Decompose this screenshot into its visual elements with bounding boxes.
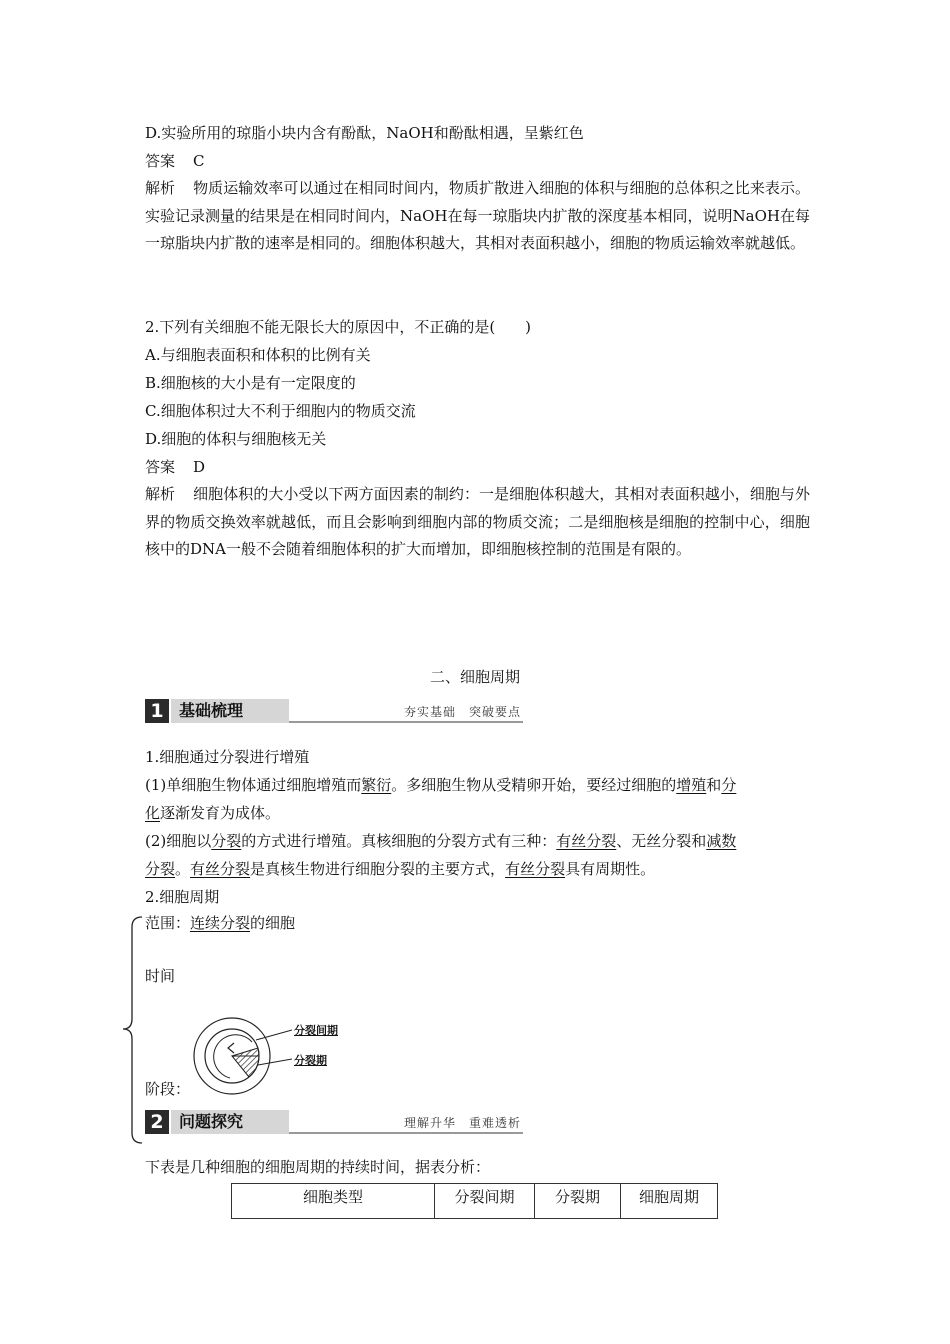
analysis-text: 细胞体积的大小受以下两方面因素的制约：一是细胞体积越大，其相对表面积越小，细胞与外界的物质交换效率就越低，而且会影响到细胞内部的物质交流；二是细胞核是细胞的控制中心，细胞核中的DNA一般不会随着细胞体积的扩大而增加，即细胞核控制的范围是有限的。 (145, 485, 810, 558)
p1-title: 1.细胞通过分裂进行增殖 (145, 748, 310, 766)
text: 逐渐发育为成体。 (160, 804, 281, 822)
p1-a-line1 (145, 775, 736, 795)
table-header-row (232, 1184, 718, 1219)
blank-answer: 有丝分裂 (556, 832, 617, 850)
text: 的方式进行增殖。真核细胞的分裂方式有三种： (241, 832, 557, 850)
blank-answer: 分 (721, 776, 737, 794)
scope-row (145, 913, 295, 933)
scope-value: 连续分裂 (190, 914, 251, 932)
q1-analysis (145, 175, 810, 258)
curly-brace (120, 915, 144, 1145)
time-label: 时间 (145, 967, 176, 985)
text: (2)细胞以 (145, 832, 212, 850)
blank-answer: 分裂 (145, 860, 176, 878)
scope-suffix: 的细胞 (250, 914, 296, 932)
label-interphase: 分裂间期 (294, 1024, 338, 1037)
answer-value: D (193, 458, 206, 476)
blank-answer: 有丝分裂 (505, 860, 566, 878)
banner-title: 问题探究 (171, 1110, 289, 1134)
blank-answer: 化 (145, 804, 161, 822)
blank-answer: 有丝分裂 (190, 860, 251, 878)
q1-answer (145, 151, 205, 171)
banner-exploration (145, 1110, 523, 1134)
q1-option-d: D.实验所用的琼脂小块内含有酚酞，NaOH和酚酞相遇，呈紫红色 (145, 124, 584, 142)
banner-subtitle: 夯实基础 突破要点 (403, 705, 521, 719)
analysis-text: 物质运输效率可以通过在相同时间内，物质扩散进入细胞的体积与细胞的总体积之比来表示。实验记录测量的结果是在相同时间内，NaOH在每一琼脂块内扩散的深度基本相同，说明NaOH在每一琼脂块内扩散的速率是相同的。细胞体积越大，其相对表面积越小，细胞的物质运输效率就越低。 (145, 179, 810, 252)
q2-option-d: D.细胞的体积与细胞核无关 (145, 430, 327, 448)
stage-label: 阶段： (145, 1080, 191, 1098)
q2-option-b: B.细胞核的大小是有一定限度的 (145, 374, 356, 392)
table-header-cell: 细胞周期 (621, 1184, 718, 1219)
banner-basics (145, 699, 523, 723)
blank-answer: 增殖 (676, 776, 707, 794)
scope-label: 范围： (145, 914, 191, 932)
text: 。多细胞生物从受精卵开始，要经过细胞的 (391, 776, 677, 794)
q2-stem: 2.下列有关细胞不能无限长大的原因中，不正确的是( ) (145, 318, 532, 336)
p2-title: 2.细胞周期 (145, 888, 220, 906)
banner-title: 基础梳理 (171, 699, 289, 723)
banner-rule (289, 721, 523, 723)
text: 、无丝分裂和 (616, 832, 707, 850)
banner-number: 2 (145, 1110, 169, 1134)
q2-answer (145, 457, 205, 477)
banner-rule (289, 1132, 523, 1134)
answer-value: C (193, 152, 205, 170)
table-header-cell: 分裂间期 (435, 1184, 535, 1219)
p1-b-line2 (145, 859, 655, 879)
text: (1)单细胞生物体通过细胞增殖而 (145, 776, 362, 794)
p1-b-line1 (145, 831, 736, 851)
q2-option-c: C.细胞体积过大不利于细胞内的物质交流 (145, 402, 416, 420)
table-intro: 下表是几种细胞的细胞周期的持续时间，据表分析： (145, 1158, 491, 1176)
analysis-label: 解析 (145, 485, 176, 503)
p1-a-line2 (145, 803, 280, 823)
answer-label: 答案 (145, 458, 176, 476)
banner-number: 1 (145, 699, 169, 723)
blank-answer: 减数 (706, 832, 737, 850)
section-heading: 二、细胞周期 (429, 668, 520, 686)
text: 具有周期性。 (565, 860, 656, 878)
analysis-label: 解析 (145, 179, 176, 197)
table-header-cell: 细胞类型 (232, 1184, 435, 1219)
blank-answer: 分裂 (211, 832, 242, 850)
text: 。 (175, 860, 191, 878)
q2-option-a: A.与细胞表面积和体积的比例有关 (145, 346, 371, 364)
answer-label: 答案 (145, 152, 176, 170)
q2-analysis (145, 481, 810, 564)
text: 是真核生物进行细胞分裂的主要方式， (250, 860, 506, 878)
text: 和 (706, 776, 722, 794)
blank-answer: 繁衍 (361, 776, 392, 794)
banner-subtitle: 理解升华 重难透析 (403, 1116, 521, 1130)
table-header-cell: 分裂期 (535, 1184, 621, 1219)
cell-cycle-table (231, 1183, 718, 1219)
label-mitosis: 分裂期 (294, 1054, 327, 1067)
